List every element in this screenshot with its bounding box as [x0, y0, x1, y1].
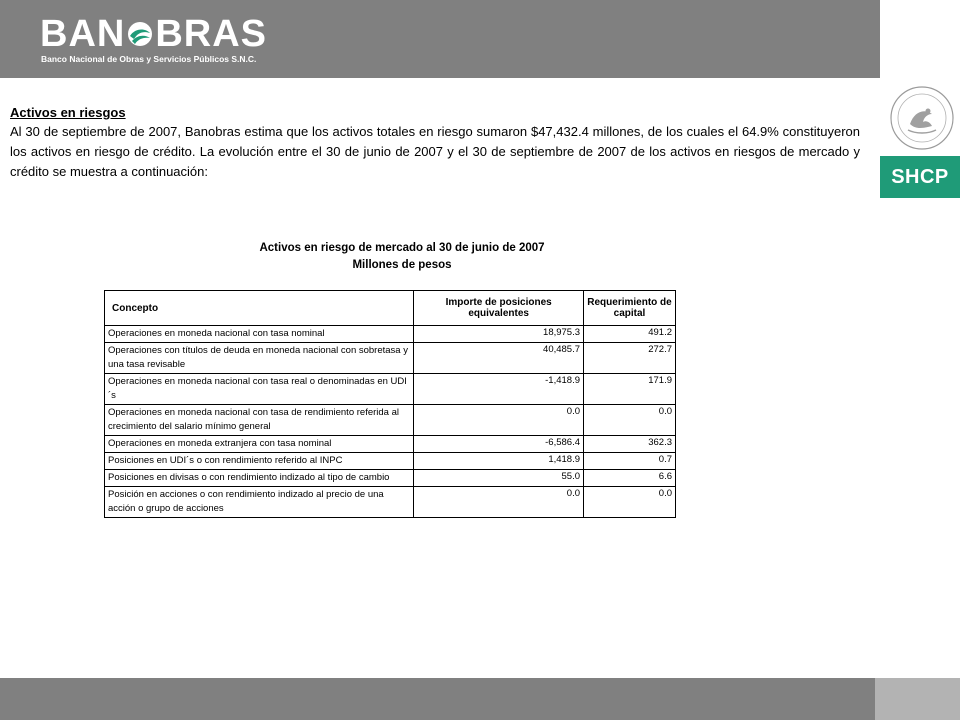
footer-corner: [875, 678, 960, 720]
header-importe: Importe de posiciones equivalentes: [414, 291, 584, 326]
table-row: [105, 470, 676, 487]
table-header-row: [105, 291, 676, 326]
table-title: Activos en riesgo de mercado al 30 de junio de 2007: [259, 242, 545, 254]
section-title: Activos en riesgos: [10, 105, 126, 120]
table-row: [105, 343, 676, 374]
row-concept: Posición en acciones o con rendimiento indizado al precio de una acción o grupo de acciones: [105, 487, 414, 518]
header-requerimiento: Requerimiento de capital: [584, 291, 676, 326]
row-amount: -1,418.9: [414, 374, 584, 405]
row-amount: 18,975.3: [414, 326, 584, 343]
row-concept: Operaciones en moneda nacional con tasa real o denominadas en UDI´s: [105, 374, 414, 405]
row-capital: 171.9: [584, 374, 676, 405]
row-capital: 0.0: [584, 487, 676, 518]
logo-wordmark: BAN BRAS: [40, 13, 268, 55]
table-row: [105, 374, 676, 405]
row-amount: 55.0: [414, 470, 584, 487]
row-capital: 362.3: [584, 436, 676, 453]
table-row: [105, 487, 676, 518]
row-capital: 0.0: [584, 405, 676, 436]
row-concept: Operaciones en moneda nacional con tasa de rendimiento referida al crecimiento del salario mínimo general: [105, 405, 414, 436]
table-subtitle: Millones de pesos: [352, 259, 452, 271]
row-amount: 40,485.7: [414, 343, 584, 374]
row-concept: Operaciones en moneda nacional con tasa nominal: [105, 326, 414, 343]
row-amount: -6,586.4: [414, 436, 584, 453]
table-row: [105, 453, 676, 470]
header-concepto: Concepto: [105, 291, 414, 326]
market-risk-table: [104, 290, 676, 518]
footer-band: [0, 678, 875, 720]
row-capital: 272.7: [584, 343, 676, 374]
table-row: [105, 326, 676, 343]
logo-swirl-icon: [126, 19, 154, 49]
row-concept: Operaciones con títulos de deuda en moneda nacional con sobretasa y una tasa revisable: [105, 343, 414, 374]
row-amount: 0.0: [414, 487, 584, 518]
intro-paragraph: Al 30 de septiembre de 2007, Banobras estima que los activos totales en riesgo sumaron $47,432.4 millones, de los cuales el 64.9% constituyeron los activos en riesgo de crédito. La evolución entre el 30 de junio de 2007 y el 30 de septiembre de 2007 de los activos en riesgos de mercado y crédito se muestra a continuación:: [10, 124, 860, 179]
table-row: [105, 405, 676, 436]
table-caption: [104, 240, 700, 274]
row-concept: Posiciones en UDI´s o con rendimiento referido al INPC: [105, 453, 414, 470]
table-row: [105, 436, 676, 453]
row-amount: 1,418.9: [414, 453, 584, 470]
row-capital: 6.6: [584, 470, 676, 487]
mexico-coat-of-arms-icon: [888, 84, 956, 152]
row-concept: Operaciones en moneda extranjera con tasa nominal: [105, 436, 414, 453]
row-capital: 491.2: [584, 326, 676, 343]
row-concept: Posiciones en divisas o con rendimiento indizado al tipo de cambio: [105, 470, 414, 487]
row-amount: 0.0: [414, 405, 584, 436]
shcp-badge: SHCP: [880, 156, 960, 198]
row-capital: 0.7: [584, 453, 676, 470]
banobras-logo: [40, 14, 300, 70]
logo-tagline: Banco Nacional de Obras y Servicios Públicos S.N.C.: [41, 54, 257, 64]
